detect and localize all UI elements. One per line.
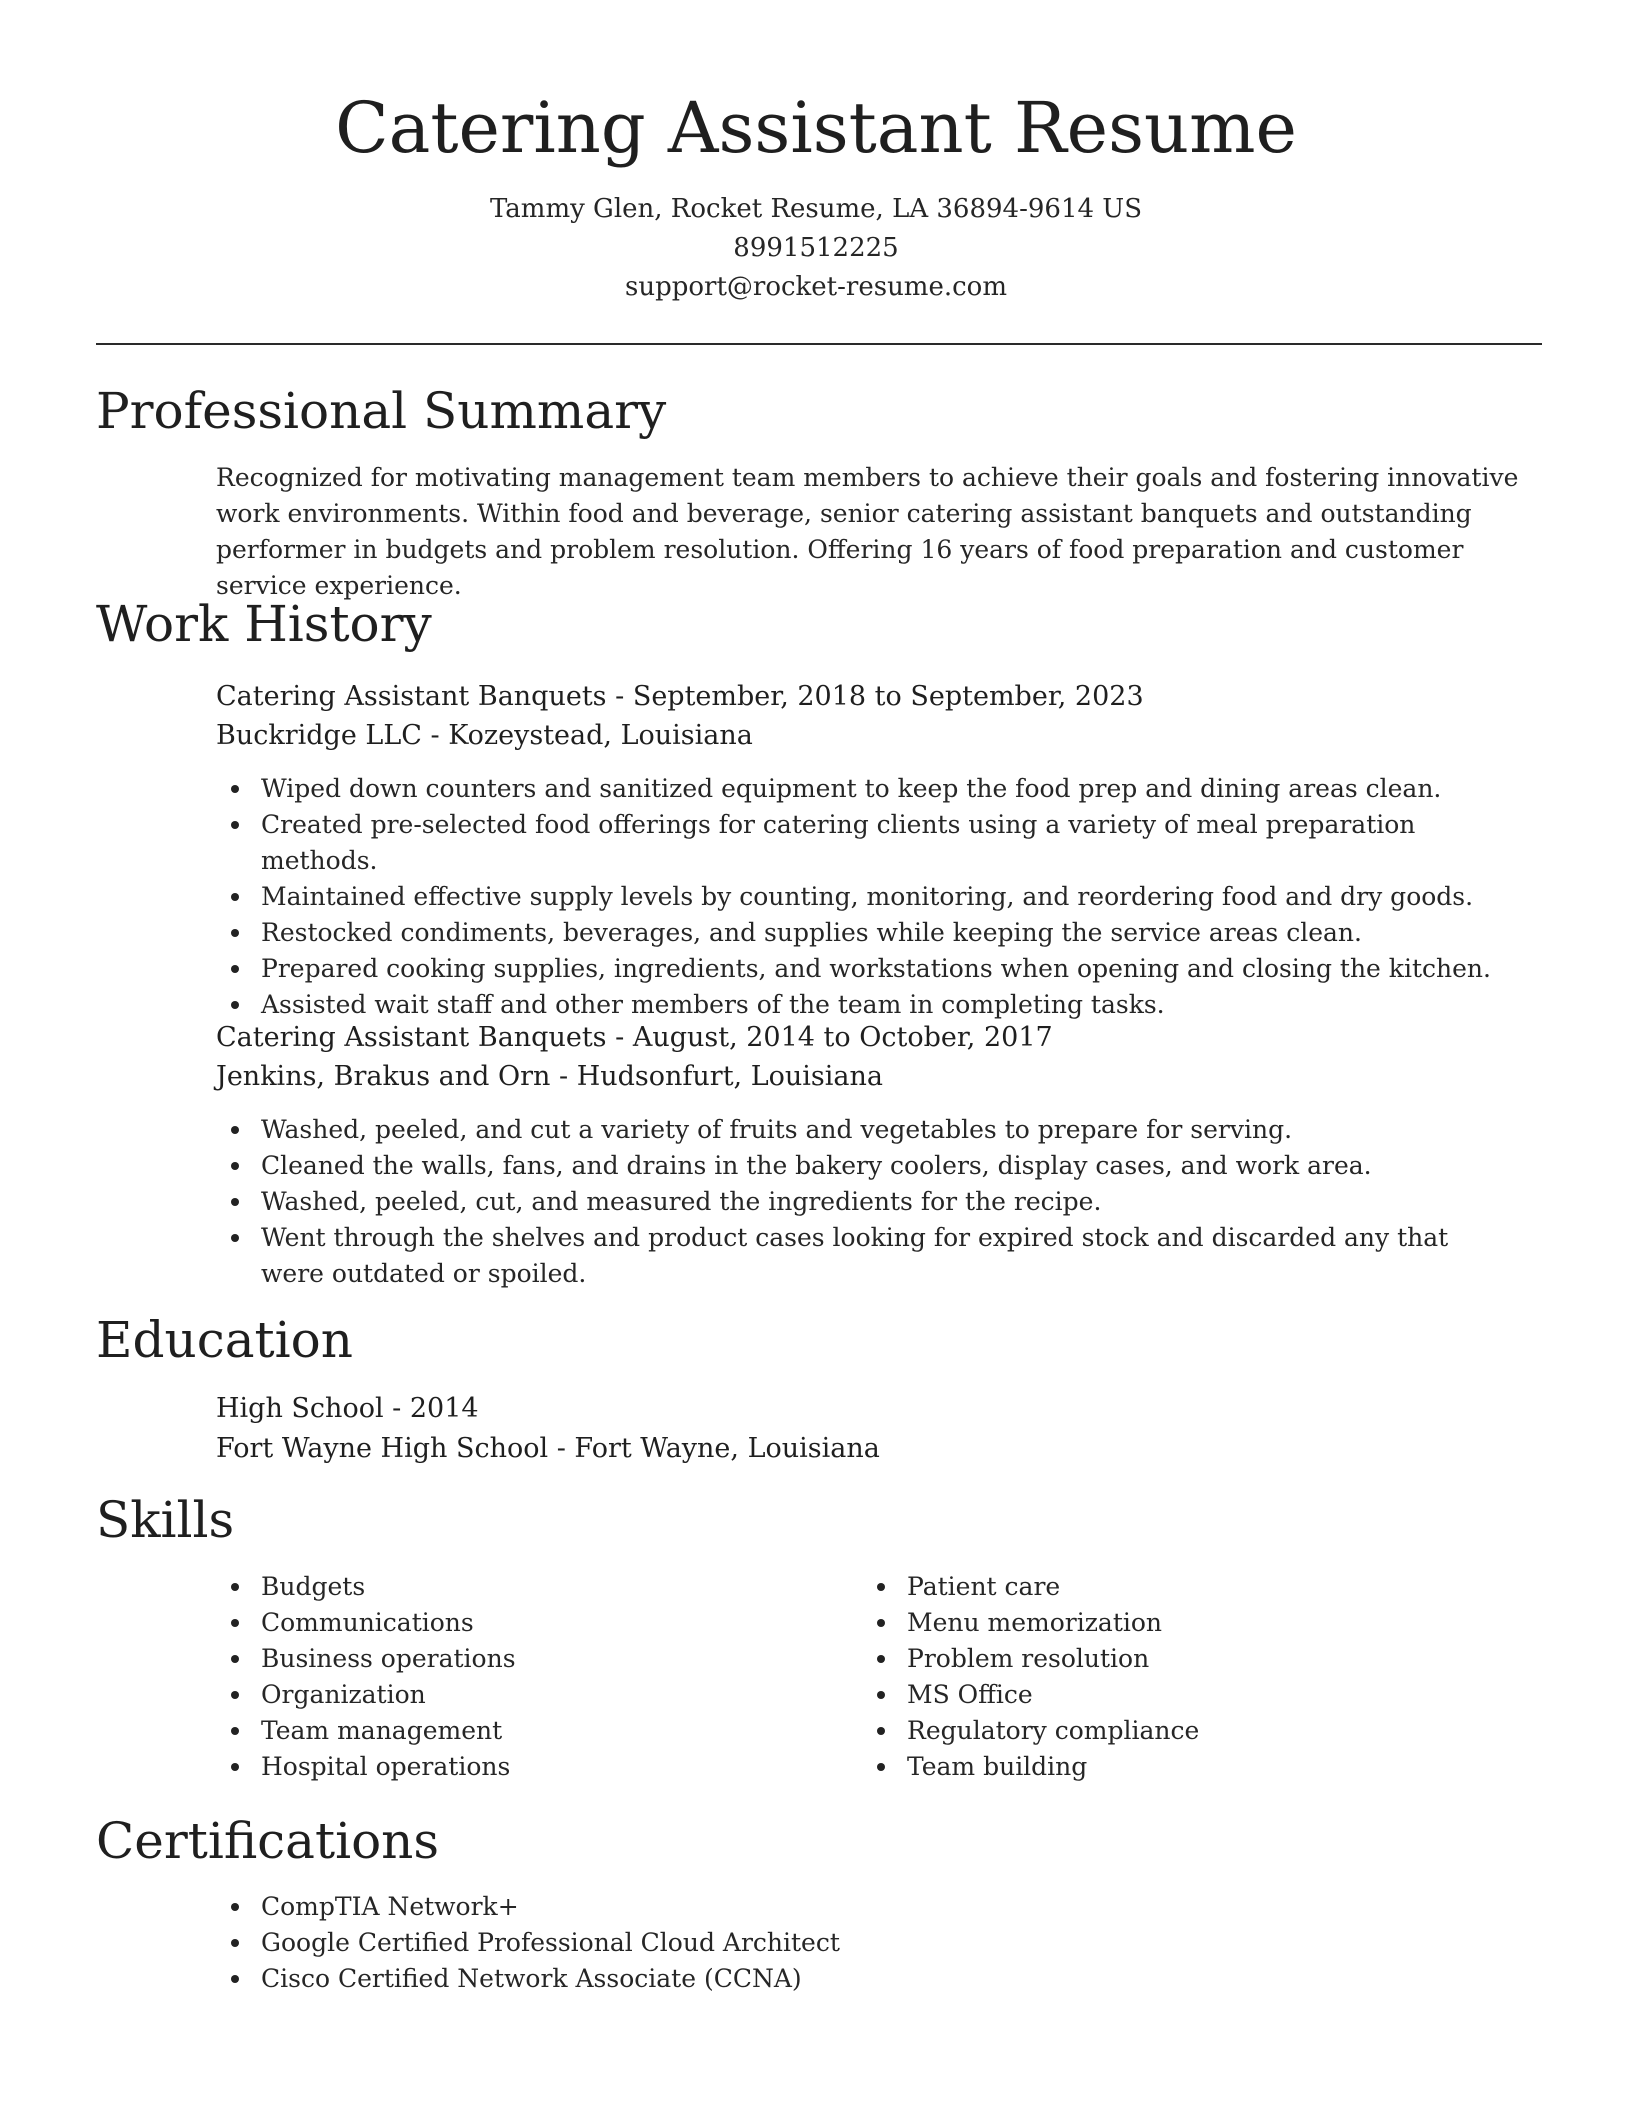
skills-list-right [862, 1569, 1422, 1785]
skills-list-left [216, 1569, 776, 1785]
certifications-heading: Certifications [96, 1812, 440, 1870]
job-entry-1 [216, 677, 1536, 1023]
list-item: Created pre-selected food offerings for catering clients using a variety of meal preparation methods. [216, 807, 1536, 879]
list-item: Menu memorization [862, 1605, 1422, 1641]
list-item: Team management [216, 1713, 776, 1749]
list-item: Business operations [216, 1641, 776, 1677]
job-duties-list [216, 771, 1536, 1023]
list-item: Maintained effective supply levels by counting, monitoring, and reordering food and dry goods. [216, 879, 1536, 915]
job-title-line: Catering Assistant Banquets - September, 2018 to September, 2023 [216, 681, 1144, 712]
list-item: Regulatory compliance [862, 1713, 1422, 1749]
header-divider [96, 343, 1542, 345]
contact-phone: 8991512225 [733, 233, 899, 263]
summary-heading: Professional Summary [96, 382, 667, 440]
list-item: Hospital operations [216, 1749, 776, 1785]
list-item: Washed, peeled, cut, and measured the ingredients for the recipe. [216, 1184, 1476, 1220]
list-item: Prepared cooking supplies, ingredients, and workstations when opening and closing the kitchen. [216, 951, 1536, 987]
job-company-line: Buckridge LLC - Kozeystead, Louisiana [216, 720, 753, 751]
education-entry [216, 1389, 1536, 1468]
education-degree-line: High School - 2014 [216, 1393, 479, 1424]
contact-email: support@rocket-resume.com [624, 272, 1007, 302]
summary-text: Recognized for motivating management team members to achieve their goals and fostering innovative work environments. Within food and beverage, senior catering assistant banquets and outstanding performer in budgets and problem resolution. Offering 16 years of food preparation and customer service experience. [216, 463, 1519, 600]
job-duties-list [216, 1112, 1476, 1292]
list-item: Team building [862, 1749, 1422, 1785]
contact-block [0, 190, 1632, 307]
list-item: Went through the shelves and product cases looking for expired stock and discarded any that were outdated or spoiled. [216, 1220, 1476, 1292]
list-item: Organization [216, 1677, 776, 1713]
list-item: Restocked condiments, beverages, and supplies while keeping the service areas clean. [216, 915, 1536, 951]
list-item: Patient care [862, 1569, 1422, 1605]
education-school-line: Fort Wayne High School - Fort Wayne, Louisiana [216, 1433, 880, 1464]
list-item: Washed, peeled, and cut a variety of fruits and vegetables to prepare for serving. [216, 1112, 1476, 1148]
list-item: Problem resolution [862, 1641, 1422, 1677]
job-entry-2 [216, 1018, 1536, 1292]
job-company-line: Jenkins, Brakus and Orn - Hudsonfurt, Louisiana [216, 1061, 884, 1092]
skills-heading: Skills [96, 1491, 235, 1549]
list-item: CompTIA Network+ [216, 1889, 1216, 1925]
list-item: Communications [216, 1605, 776, 1641]
contact-address: Tammy Glen, Rocket Resume, LA 36894-9614 US [489, 194, 1143, 224]
list-item: Wiped down counters and sanitized equipment to keep the food prep and dining areas clean. [216, 771, 1536, 807]
job-title-line: Catering Assistant Banquets - August, 2014 to October, 2017 [216, 1022, 1053, 1053]
list-item: Budgets [216, 1569, 776, 1605]
certifications-list [216, 1889, 1216, 1997]
work-history-heading: Work History [96, 595, 432, 653]
list-item: Google Certified Professional Cloud Architect [216, 1925, 1216, 1961]
resume-title: Catering Assistant Resume [335, 87, 1297, 169]
list-item: Cisco Certified Network Associate (CCNA) [216, 1961, 1216, 1997]
list-item: Cleaned the walls, fans, and drains in the bakery coolers, display cases, and work area. [216, 1148, 1476, 1184]
list-item: MS Office [862, 1677, 1422, 1713]
list-item: Assisted wait staff and other members of the team in completing tasks. [216, 987, 1536, 1023]
education-heading: Education [96, 1311, 353, 1369]
